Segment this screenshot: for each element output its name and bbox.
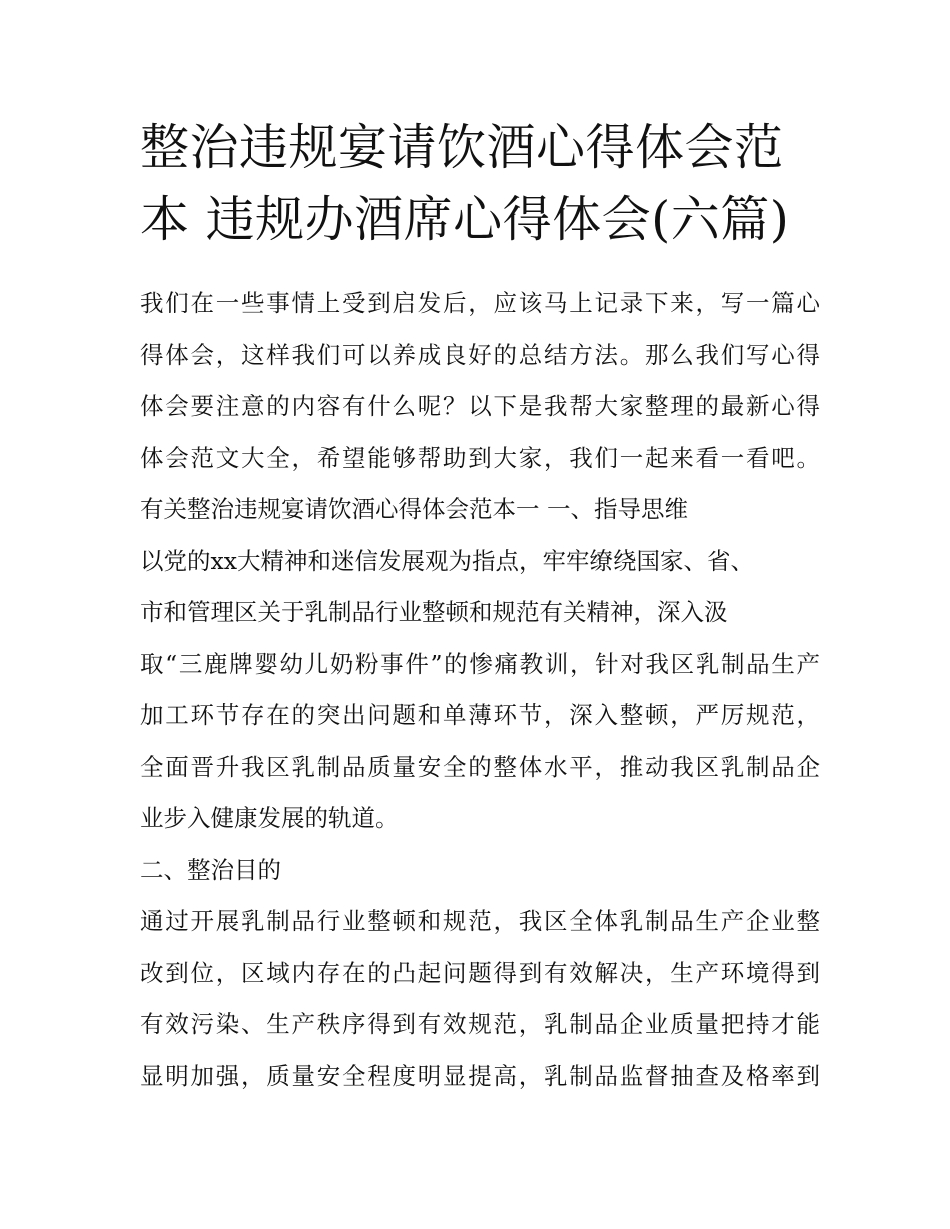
body-line: 显明加强，质量安全程度明显提高，乳制品监督抽查及格率到 bbox=[140, 1061, 820, 1090]
section-heading-line: 有关整治违规宴请饮酒心得体会范本一 一、指导思维 bbox=[140, 495, 688, 523]
body-line: 以党的xx大精神和迷信发展观为指点，牢牢缭绕国家、省、 bbox=[140, 546, 755, 575]
body-line: 体会范文大全，希望能够帮助到大家，我们一起来看一看吧。 bbox=[140, 443, 820, 472]
body-line: 有效污染、生产秩序得到有效规范，乳制品企业质量把持才能 bbox=[140, 1010, 820, 1038]
body-line: 加工环节存在的突出问题和单薄环节，深入整顿，严厉规范， bbox=[140, 701, 820, 729]
body-line: 市和管理区关于乳制品行业整顿和规范有关精神，深入汲 bbox=[140, 598, 728, 626]
document-body bbox=[140, 278, 820, 1102]
body-line: 我们在一些事情上受到启发后，应该马上记录下来，写一篇心 bbox=[140, 289, 820, 317]
body-line: 得体会，这样我们可以养成良好的总结方法。那么我们写心得 bbox=[140, 340, 820, 369]
body-line: 全面晋升我区乳制品质量安全的整体水平，推动我区乳制品企 bbox=[140, 752, 820, 781]
title-line: 本 违规办酒席心得体会(六篇) bbox=[140, 191, 790, 248]
body-line: 业步入健康发展的轨道。 bbox=[140, 804, 399, 832]
body-line: 体会要注意的内容有什么呢？以下是我帮大家整理的最新心得 bbox=[140, 392, 820, 420]
title-line: 整治违规宴请饮酒心得体会范 bbox=[140, 119, 784, 176]
document-title bbox=[140, 112, 820, 256]
body-line: 取“三鹿牌婴幼儿奶粉事件”的惨痛教训，针对我区乳制品生产 bbox=[140, 649, 820, 678]
body-line: 通过开展乳制品行业整顿和规范，我区全体乳制品生产企业整 bbox=[140, 907, 820, 935]
body-line: 改到位，区域内存在的凸起问题得到有效解决，生产环境得到 bbox=[140, 958, 820, 987]
section-heading-line: 二、整治目的 bbox=[140, 855, 281, 884]
